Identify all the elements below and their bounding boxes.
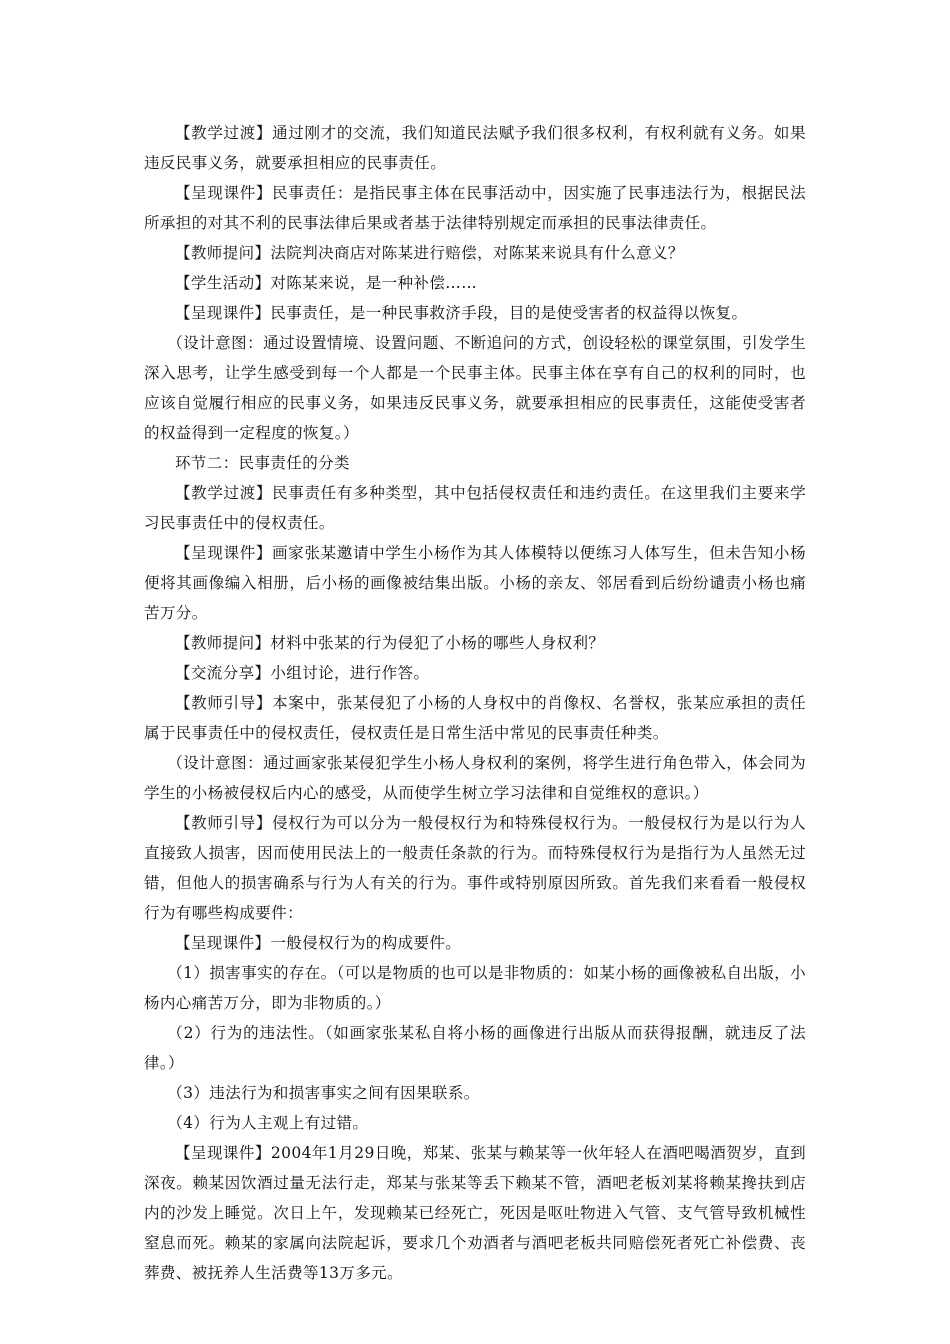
paragraph-courseware-case-painter: 【呈现课件】画家张某邀请中学生小杨作为其人体模特以便练习人体写生，但未告知小杨便将其画像编入相册，后小杨的画像被结集出版。小杨的亲友、邻居看到后纷纷谴责小杨也痛苦万分。	[144, 544, 806, 622]
document-body	[144, 118, 806, 1288]
paragraph-teaching-transition-1: 【教学过渡】通过刚才的交流，我们知道民法赋予我们很多权利，有权利就有义务。如果违反民事义务，就要承担相应的民事责任。	[144, 124, 806, 172]
paragraph-courseware-case-bar: 【呈现课件】2004年1月29日晚，郑某、张某与赖某等一伙年轻人在酒吧喝酒贺岁，直到深夜。赖某因饮酒过量无法行走，郑某与张某等丢下赖某不管，酒吧老板刘某将赖某搀扶到店内的沙发上睡觉。次日上午，发现赖某已经死亡，死因是呕吐物进入气管、支气管导致机械性窒息而死。赖某的家属向法院起诉，要求几个劝酒者与酒吧老板共同赔偿死者死亡补偿费、丧葬费、被抚养人生活费等13万多元。	[144, 1144, 806, 1282]
list-item-element-3: （3）违法行为和损害事实之间有因果联系。	[167, 1084, 480, 1102]
paragraph-teacher-question-2: 【教师提问】材料中张某的行为侵犯了小杨的哪些人身权利？	[175, 634, 605, 652]
paragraph-design-intent-1: （设计意图：通过设置情境、设置问题、不断追问的方式，创设轻松的课堂氛围，引发学生深入思考，让学生感受到每一个人都是一个民事主体。民事主体在享有自己的权利的同时，也应该自觉履行相应的民事义务，如果违反民事义务，就要承担相应的民事责任，这能使受害者的权益得到一定程度的恢复。）	[144, 334, 806, 442]
paragraph-student-activity: 【学生活动】对陈某来说，是一种补偿……	[175, 274, 478, 292]
paragraph-teacher-guidance-1: 【教师引导】本案中，张某侵犯了小杨的人身权中的肖像权、名誉权，张某应承担的责任属于民事责任中的侵权责任，侵权责任是日常生活中常见的民事责任种类。	[144, 694, 806, 742]
paragraph-courseware-civil-remedy: 【呈现课件】民事责任，是一种民事救济手段，目的是使受害者的权益得以恢复。	[175, 304, 748, 322]
list-item-element-2: （2）行为的违法性。（如画家张某私自将小杨的画像进行出版从而获得报酬，就违反了法律。）	[144, 1024, 806, 1072]
list-item-element-1: （1）损害事实的存在。（可以是物质的也可以是非物质的：如某小杨的画像被私自出版，小杨内心痛苦万分，即为非物质的。）	[144, 964, 806, 1012]
paragraph-courseware-elements: 【呈现课件】一般侵权行为的构成要件。	[175, 934, 462, 952]
paragraph-group-sharing: 【交流分享】小组讨论，进行作答。	[175, 664, 430, 682]
paragraph-teacher-guidance-2: 【教师引导】侵权行为可以分为一般侵权行为和特殊侵权行为。一般侵权行为是以行为人直接致人损害，因而使用民法上的一般责任条款的行为。而特殊侵权行为是指行为人虽然无过错，但他人的损害确系与行为人有关的行为。事件或特别原因所致。首先我们来看看一般侵权行为有哪些构成要件：	[144, 814, 806, 922]
paragraph-design-intent-2: （设计意图：通过画家张某侵犯学生小杨人身权利的案例，将学生进行角色带入，体会同为学生的小杨被侵权后内心的感受，从而使学生树立学习法律和自觉维权的意识。）	[144, 754, 806, 802]
list-item-element-4: （4）行为人主观上有过错。	[167, 1114, 369, 1132]
paragraph-courseware-civil-liability-definition: 【呈现课件】民事责任：是指民事主体在民事活动中，因实施了民事违法行为，根据民法所承担的对其不利的民事法律后果或者基于法律特别规定而承担的民事法律责任。	[144, 184, 806, 232]
section-heading-link-two: 环节二：民事责任的分类	[175, 454, 350, 472]
paragraph-teaching-transition-2: 【教学过渡】民事责任有多种类型，其中包括侵权责任和违约责任。在这里我们主要来学习民事责任中的侵权责任。	[144, 484, 806, 532]
paragraph-teacher-question-1: 【教师提问】法院判决商店对陈某进行赔偿，对陈某来说具有什么意义？	[175, 244, 684, 262]
